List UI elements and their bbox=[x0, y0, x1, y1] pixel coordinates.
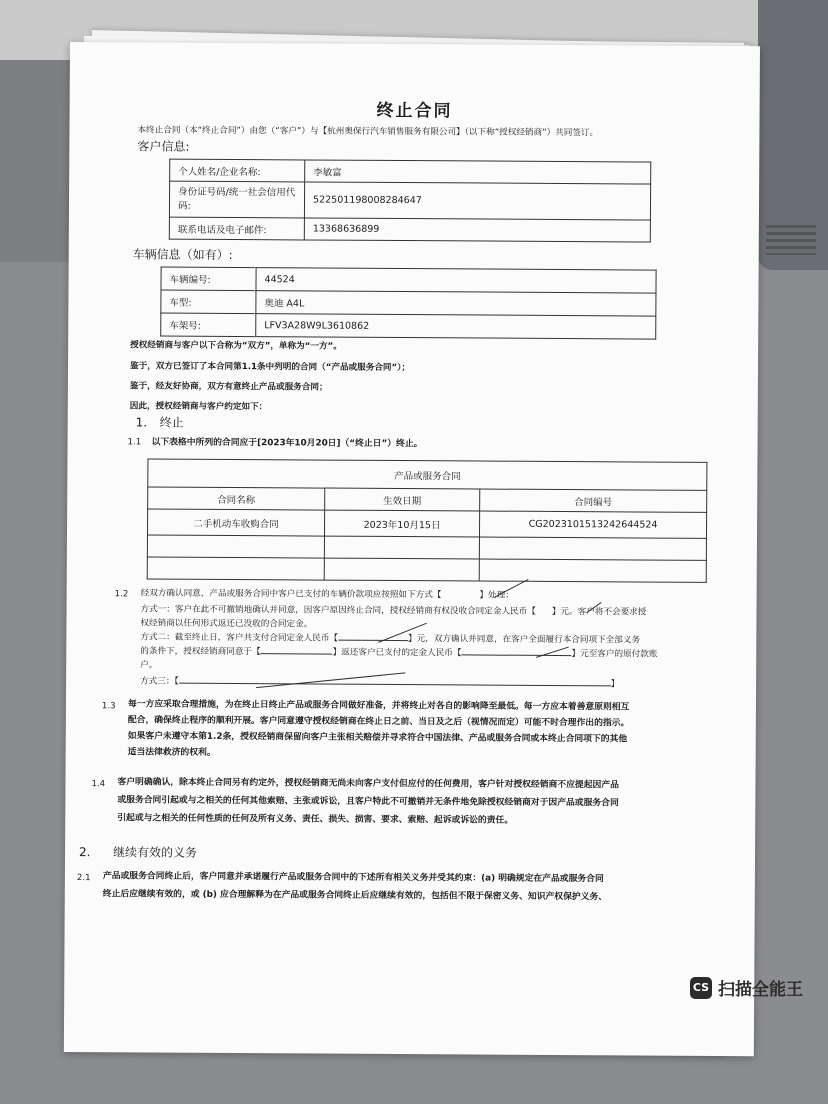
column-header-number: 合同编号 bbox=[480, 489, 707, 512]
section-1-number: 1. bbox=[135, 415, 148, 430]
table-row bbox=[169, 181, 650, 220]
method-2-line-2 bbox=[140, 645, 657, 661]
clause-number: 1.3 bbox=[101, 701, 116, 712]
contract-number-cell: CG2023101513242644524 bbox=[479, 511, 706, 538]
clause-number: 1.2 bbox=[114, 589, 129, 600]
method-2-text-mid: 】元，双方确认并同意，在客户全面履行本合同项下全部义务 bbox=[408, 634, 641, 646]
vehicle-label: 车辆编号: bbox=[161, 267, 256, 291]
clause-1-3-line: 配合，确保终止程序的顺利开展。客户同意遵守授权经销商在终止日之前、当日及之后（视情况而定）可能不时合理作出的指示。 bbox=[127, 715, 630, 729]
section-2-title: 继续有效的义务 bbox=[113, 845, 198, 860]
clause-1-2-text: 经双方确认同意，产品或服务合同中客户已支付的车辆价款项应按照如下方式【 bbox=[140, 588, 442, 601]
method-3-line bbox=[140, 675, 619, 691]
clause-1-2-text-end: 】处理： bbox=[479, 590, 514, 601]
table-row bbox=[147, 509, 706, 538]
parties-text: 授权经销商与客户以下合称为“双方”，单称为“一方”。 bbox=[130, 340, 342, 352]
method-2-text: 的条件下，授权经销商同意于【 bbox=[140, 646, 261, 658]
section-1-title: 终止 bbox=[159, 415, 184, 430]
customer-label: 联系电话及电子邮件: bbox=[169, 217, 304, 240]
column-header-date: 生效日期 bbox=[325, 488, 480, 511]
clause-1-2-line bbox=[141, 587, 514, 602]
vehicle-label: 车架号: bbox=[161, 313, 256, 337]
table-row bbox=[161, 313, 656, 339]
whereas-clause-1: 鉴于，双方已签订了本合同第1.1条中列明的合同（“产品或服务合同”）； bbox=[129, 361, 411, 374]
method-2-text: 方式二：截至终止日，客户共支付合同定金人民币【 bbox=[140, 632, 339, 644]
clause-number: 2.1 bbox=[76, 873, 91, 884]
table-row bbox=[161, 267, 656, 293]
scanner-watermark bbox=[690, 975, 803, 1000]
method-1-text: 方式一：客户在此不可撤销地确认并同意，因客户原因终止合同，授权经销商有权没收合同定金人民币【 bbox=[140, 604, 536, 617]
vehicle-vin: LFV3A28W9L3610862 bbox=[256, 314, 656, 339]
clause-1-4-line: 客户明确确认，除本终止合同另有约定外，授权经销商无尚未向客户支付但应付的任何费用，客户针对授权经销商不应提起因产品 bbox=[117, 777, 619, 791]
customer-id: 522501198008284647 bbox=[304, 182, 650, 220]
method-1-text-end: 】元。客户将不会要求授 bbox=[551, 606, 647, 618]
table-row bbox=[169, 217, 650, 242]
vehicle-number: 44524 bbox=[256, 268, 656, 293]
customer-heading: 客户信息: bbox=[137, 139, 190, 154]
table-row bbox=[161, 290, 656, 316]
contract-page bbox=[64, 42, 760, 1056]
therefore-text: 因此，授权经销商与客户约定如下： bbox=[129, 401, 268, 413]
method-2-text-mid: 】返还客户已支付的定金人民币【 bbox=[332, 647, 462, 659]
table-row bbox=[170, 159, 651, 184]
table-row bbox=[147, 557, 706, 582]
clause-number: 1.4 bbox=[91, 779, 106, 790]
laptop-edge bbox=[758, 0, 828, 270]
clause-2-1-line: 产品或服务合同终止后，客户同意并承诺履行产品或服务合同中的下述所有相关义务并受其约束：(a) 明确规定在产品或服务合同 bbox=[102, 871, 604, 885]
column-header-name: 合同名称 bbox=[148, 487, 325, 510]
camscanner-logo-icon: CS bbox=[690, 977, 712, 999]
whereas-clause-2: 鉴于，经友好协商，双方有意终止产品或服务合同； bbox=[129, 381, 328, 393]
intro-text: 本终止合同（本“终止合同”）由您（“客户”）与【杭州奥保行汽车销售服务有限公司】（以下称“授权经销商”）共同签订。 bbox=[137, 125, 599, 139]
section-2-number: 2. bbox=[79, 845, 91, 860]
customer-label: 个人姓名/企业名称: bbox=[170, 159, 305, 182]
clause-1-4-line: 或服务合同引起或与之相关的任何其他索赔、主张或诉讼，且客户特此不可撤销并无条件地免除授权经销商对于因产品或服务合同 bbox=[117, 795, 619, 809]
clause-2-1-line: 终止后应继续有效的，或 (b) 应合理解释为在产品或服务合同终止后应继续有效的，包括但不限于保密义务、知识产权保护义务、 bbox=[102, 889, 608, 903]
table-row bbox=[148, 459, 707, 490]
method-1-text-line-2: 权经销商以任何形式返还已没收的合同定金。 bbox=[140, 618, 313, 630]
customer-name: 李敏富 bbox=[305, 160, 651, 184]
vehicle-heading: 车辆信息（如有）: bbox=[132, 247, 233, 262]
vehicle-info-table bbox=[160, 267, 656, 340]
contract-name-cell: 二手机动车收购合同 bbox=[147, 509, 324, 536]
service-contract-table bbox=[147, 458, 708, 582]
clause-1-3-line: 每一方应采取合理措施，为在终止日终止产品或服务合同做好准备，并将终止对各自的影响降至最低。每一方应本着善意原则相互 bbox=[127, 699, 630, 713]
customer-contact: 13368636899 bbox=[304, 218, 650, 242]
clause-1-4-line: 引起或与之相关的任何性质的任何及所有义务、责任、损失、损害、要求、索赔、起诉或诉讼的责任。 bbox=[117, 813, 514, 826]
document-title: 终止合同 bbox=[376, 100, 453, 122]
contract-date-cell: 2023年10月15日 bbox=[324, 510, 479, 537]
vehicle-model: 奥迪 A4L bbox=[256, 291, 656, 316]
method-3-text-end: 】 bbox=[610, 679, 620, 690]
customer-label: 身份证号码/统一社会信用代码: bbox=[169, 181, 304, 218]
watermark-text: 扫描全能王 bbox=[718, 980, 803, 1000]
method-2-text-end: 】元至客户的原付款账 bbox=[571, 649, 658, 660]
customer-info-table bbox=[169, 159, 651, 243]
method-2-text-line-3: 户。 bbox=[140, 660, 158, 671]
clause-number: 1.1 bbox=[127, 437, 142, 448]
table-caption: 产品或服务合同 bbox=[148, 459, 707, 490]
clause-1-1-text: 以下表格中所列的合同应于[2023年10月20日]（“终止日”）终止。 bbox=[151, 437, 423, 450]
method-3-text: 方式三：【 bbox=[140, 676, 179, 687]
clause-1-3-line: 如果客户未遵守本第1.2条，授权经销商保留向客户主张相关赔偿并寻求符合中国法律、产品或服务合同或本终止合同项下的其他 bbox=[127, 731, 628, 745]
vehicle-label: 车型: bbox=[161, 290, 256, 314]
clause-1-3-line: 适当法律救济的权利。 bbox=[127, 747, 216, 758]
